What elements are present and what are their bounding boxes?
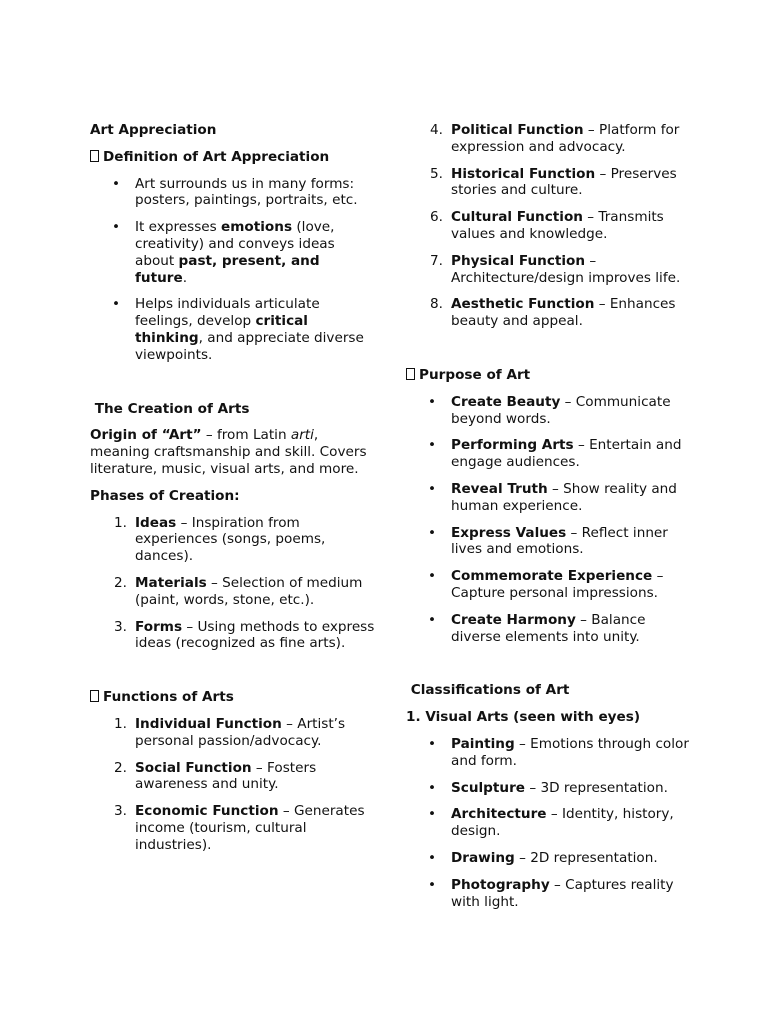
list-item xyxy=(406,209,691,243)
functions-continued-list xyxy=(406,122,691,330)
text-run: – Reflect inner lives and emotions. xyxy=(451,524,668,558)
definition-list xyxy=(90,176,375,364)
list-number: 7. xyxy=(430,252,443,269)
bullet-icon: • xyxy=(428,806,437,823)
list-item xyxy=(90,803,375,853)
bullet-icon: • xyxy=(112,175,121,192)
purpose-heading-text: Purpose of Art xyxy=(419,366,531,383)
functions-heading-text: Functions of Arts xyxy=(103,689,234,706)
bold-term: Create Beauty xyxy=(451,393,561,410)
list-item xyxy=(90,296,375,363)
bold-term: past, present, and future xyxy=(135,252,320,286)
text-run: – from Latin xyxy=(201,427,291,444)
list-item xyxy=(406,253,691,287)
text-run: – Capture personal impressions. xyxy=(451,568,664,601)
bullet-icon: • xyxy=(428,779,437,796)
text-run: Art surrounds us in many forms: posters, paintings, portraits, etc. xyxy=(135,175,358,209)
bullet-icon: • xyxy=(428,735,437,752)
text-run: – Identity, history, design. xyxy=(451,806,674,840)
bold-term: Create Harmony xyxy=(451,611,576,628)
classifications-heading: Classifications of Art xyxy=(406,682,570,699)
missing-glyph-icon xyxy=(90,150,99,162)
list-item xyxy=(406,166,691,200)
left-column xyxy=(90,122,375,864)
functions-heading xyxy=(90,689,375,706)
bold-term: Ideas xyxy=(135,514,177,531)
bold-term: Materials xyxy=(135,574,207,591)
text-run: – Platform for expression and advocacy. xyxy=(451,122,680,155)
text-run: – 2D representation. xyxy=(514,849,658,866)
bold-term: Economic Function xyxy=(135,803,279,820)
text-run: – Emotions through color and form. xyxy=(451,735,689,769)
text-run: – Balance diverse elements into unity. xyxy=(451,611,646,645)
bold-term: Performing Arts xyxy=(451,437,574,454)
list-item xyxy=(406,850,691,867)
bullet-icon: • xyxy=(428,849,437,866)
bullet-icon: • xyxy=(112,296,121,313)
list-item xyxy=(406,568,691,602)
text-run: . xyxy=(182,269,188,286)
phases-list xyxy=(90,515,375,653)
purpose-heading xyxy=(406,367,691,384)
bold-term: Physical Function xyxy=(451,252,586,269)
text-run: – Transmits values and knowledge. xyxy=(451,209,664,242)
text-run: – Show reality and human experience. xyxy=(451,480,677,514)
functions-list xyxy=(90,716,375,854)
text-run: Helps individuals articulate feelings, develop xyxy=(135,296,320,330)
bold-term: Origin of “Art” xyxy=(90,427,202,444)
text-run: – Using methods to express ideas (recognized as fine arts). xyxy=(135,618,375,652)
text-run: – Artist’s personal passion/advocacy. xyxy=(135,715,346,749)
list-number: 1. xyxy=(114,514,127,531)
bullet-icon: • xyxy=(428,437,437,454)
bullet-icon: • xyxy=(428,524,437,541)
text-run: – Fosters awareness and unity. xyxy=(135,759,317,793)
right-column xyxy=(406,122,691,920)
bold-term: Architecture xyxy=(451,806,547,823)
text-run: – Entertain and engage audiences. xyxy=(451,437,682,471)
text-run: – 3D representation. xyxy=(525,779,668,796)
list-number: 5. xyxy=(430,165,443,182)
list-item xyxy=(406,877,691,911)
bullet-icon: • xyxy=(112,219,121,236)
text-run: – Inspiration from experiences (songs, poems, dances). xyxy=(135,514,326,565)
list-item xyxy=(406,481,691,515)
text-run: , and appreciate diverse viewpoints. xyxy=(135,329,364,363)
text-run: – Preserves stories and culture. xyxy=(451,165,677,199)
list-item xyxy=(90,760,375,794)
document-title: Art Appreciation xyxy=(90,122,217,138)
list-number: 4. xyxy=(430,122,443,138)
text-run: – Selection of medium (paint, words, stone, etc.). xyxy=(135,574,363,608)
bold-term: Social Function xyxy=(135,759,252,776)
bold-term: emotions xyxy=(221,219,293,236)
creation-heading: The Creation of Arts xyxy=(90,400,250,417)
purpose-list xyxy=(406,394,691,646)
text-run: – Architecture/design improves life. xyxy=(451,252,681,286)
bullet-icon: • xyxy=(428,611,437,628)
text-run: It expresses xyxy=(135,219,222,236)
list-number: 8. xyxy=(430,296,443,313)
bullet-icon: • xyxy=(428,393,437,410)
text-run: – Enhances beauty and appeal. xyxy=(451,296,676,330)
bold-term: Historical Function xyxy=(451,165,596,182)
list-number: 3. xyxy=(114,803,127,820)
missing-glyph-icon xyxy=(406,368,415,380)
text-run: , meaning craftsmanship and skill. Covers literature, music, visual arts, and more. xyxy=(90,427,367,477)
list-item xyxy=(90,515,375,565)
definition-heading xyxy=(90,149,375,166)
list-item xyxy=(406,736,691,770)
list-item xyxy=(406,780,691,797)
visual-arts-heading: 1. Visual Arts (seen with eyes) xyxy=(406,709,641,726)
list-item xyxy=(90,219,375,286)
visual-arts-list xyxy=(406,736,691,910)
bold-term: Commemorate Experience xyxy=(451,568,653,585)
bold-term: Drawing xyxy=(451,849,515,866)
text-run: – Captures reality with light. xyxy=(451,876,674,910)
list-item xyxy=(406,437,691,471)
list-number: 3. xyxy=(114,618,127,635)
text-run: – Generates income (tourism, cultural industries). xyxy=(135,803,365,853)
text-run: – Communicate beyond words. xyxy=(451,393,671,427)
list-item xyxy=(90,176,375,210)
bold-term: critical thinking xyxy=(135,313,308,346)
list-number: 2. xyxy=(114,574,127,591)
list-number: 6. xyxy=(430,209,443,226)
bold-term: Aesthetic Function xyxy=(451,296,595,313)
list-number: 1. xyxy=(114,715,127,732)
bold-term: Cultural Function xyxy=(451,209,583,226)
list-item xyxy=(406,806,691,840)
list-item xyxy=(406,122,691,156)
list-item xyxy=(90,575,375,609)
bold-term: Photography xyxy=(451,876,550,893)
list-item xyxy=(406,296,691,330)
phases-heading: Phases of Creation: xyxy=(90,487,240,504)
bold-term: Reveal Truth xyxy=(451,480,548,497)
list-item xyxy=(90,716,375,750)
bold-term: Individual Function xyxy=(135,715,282,732)
bullet-icon: • xyxy=(428,480,437,497)
list-item xyxy=(90,619,375,653)
bold-term: Express Values xyxy=(451,524,567,541)
list-item xyxy=(406,612,691,646)
list-item xyxy=(406,394,691,428)
list-item xyxy=(406,525,691,559)
bold-term: Political Function xyxy=(451,122,584,138)
bold-term: Sculpture xyxy=(451,779,526,796)
bold-term: Forms xyxy=(135,618,183,635)
bullet-icon: • xyxy=(428,876,437,893)
text-run: (love, creativity) and conveys ideas about xyxy=(135,219,335,269)
bold-term: Painting xyxy=(451,735,515,752)
missing-glyph-icon xyxy=(90,690,99,702)
bullet-icon: • xyxy=(428,568,437,585)
origin-paragraph xyxy=(90,427,375,477)
definition-heading-text: Definition of Art Appreciation xyxy=(103,148,330,165)
italic-term: arti xyxy=(290,427,314,444)
list-number: 2. xyxy=(114,759,127,776)
